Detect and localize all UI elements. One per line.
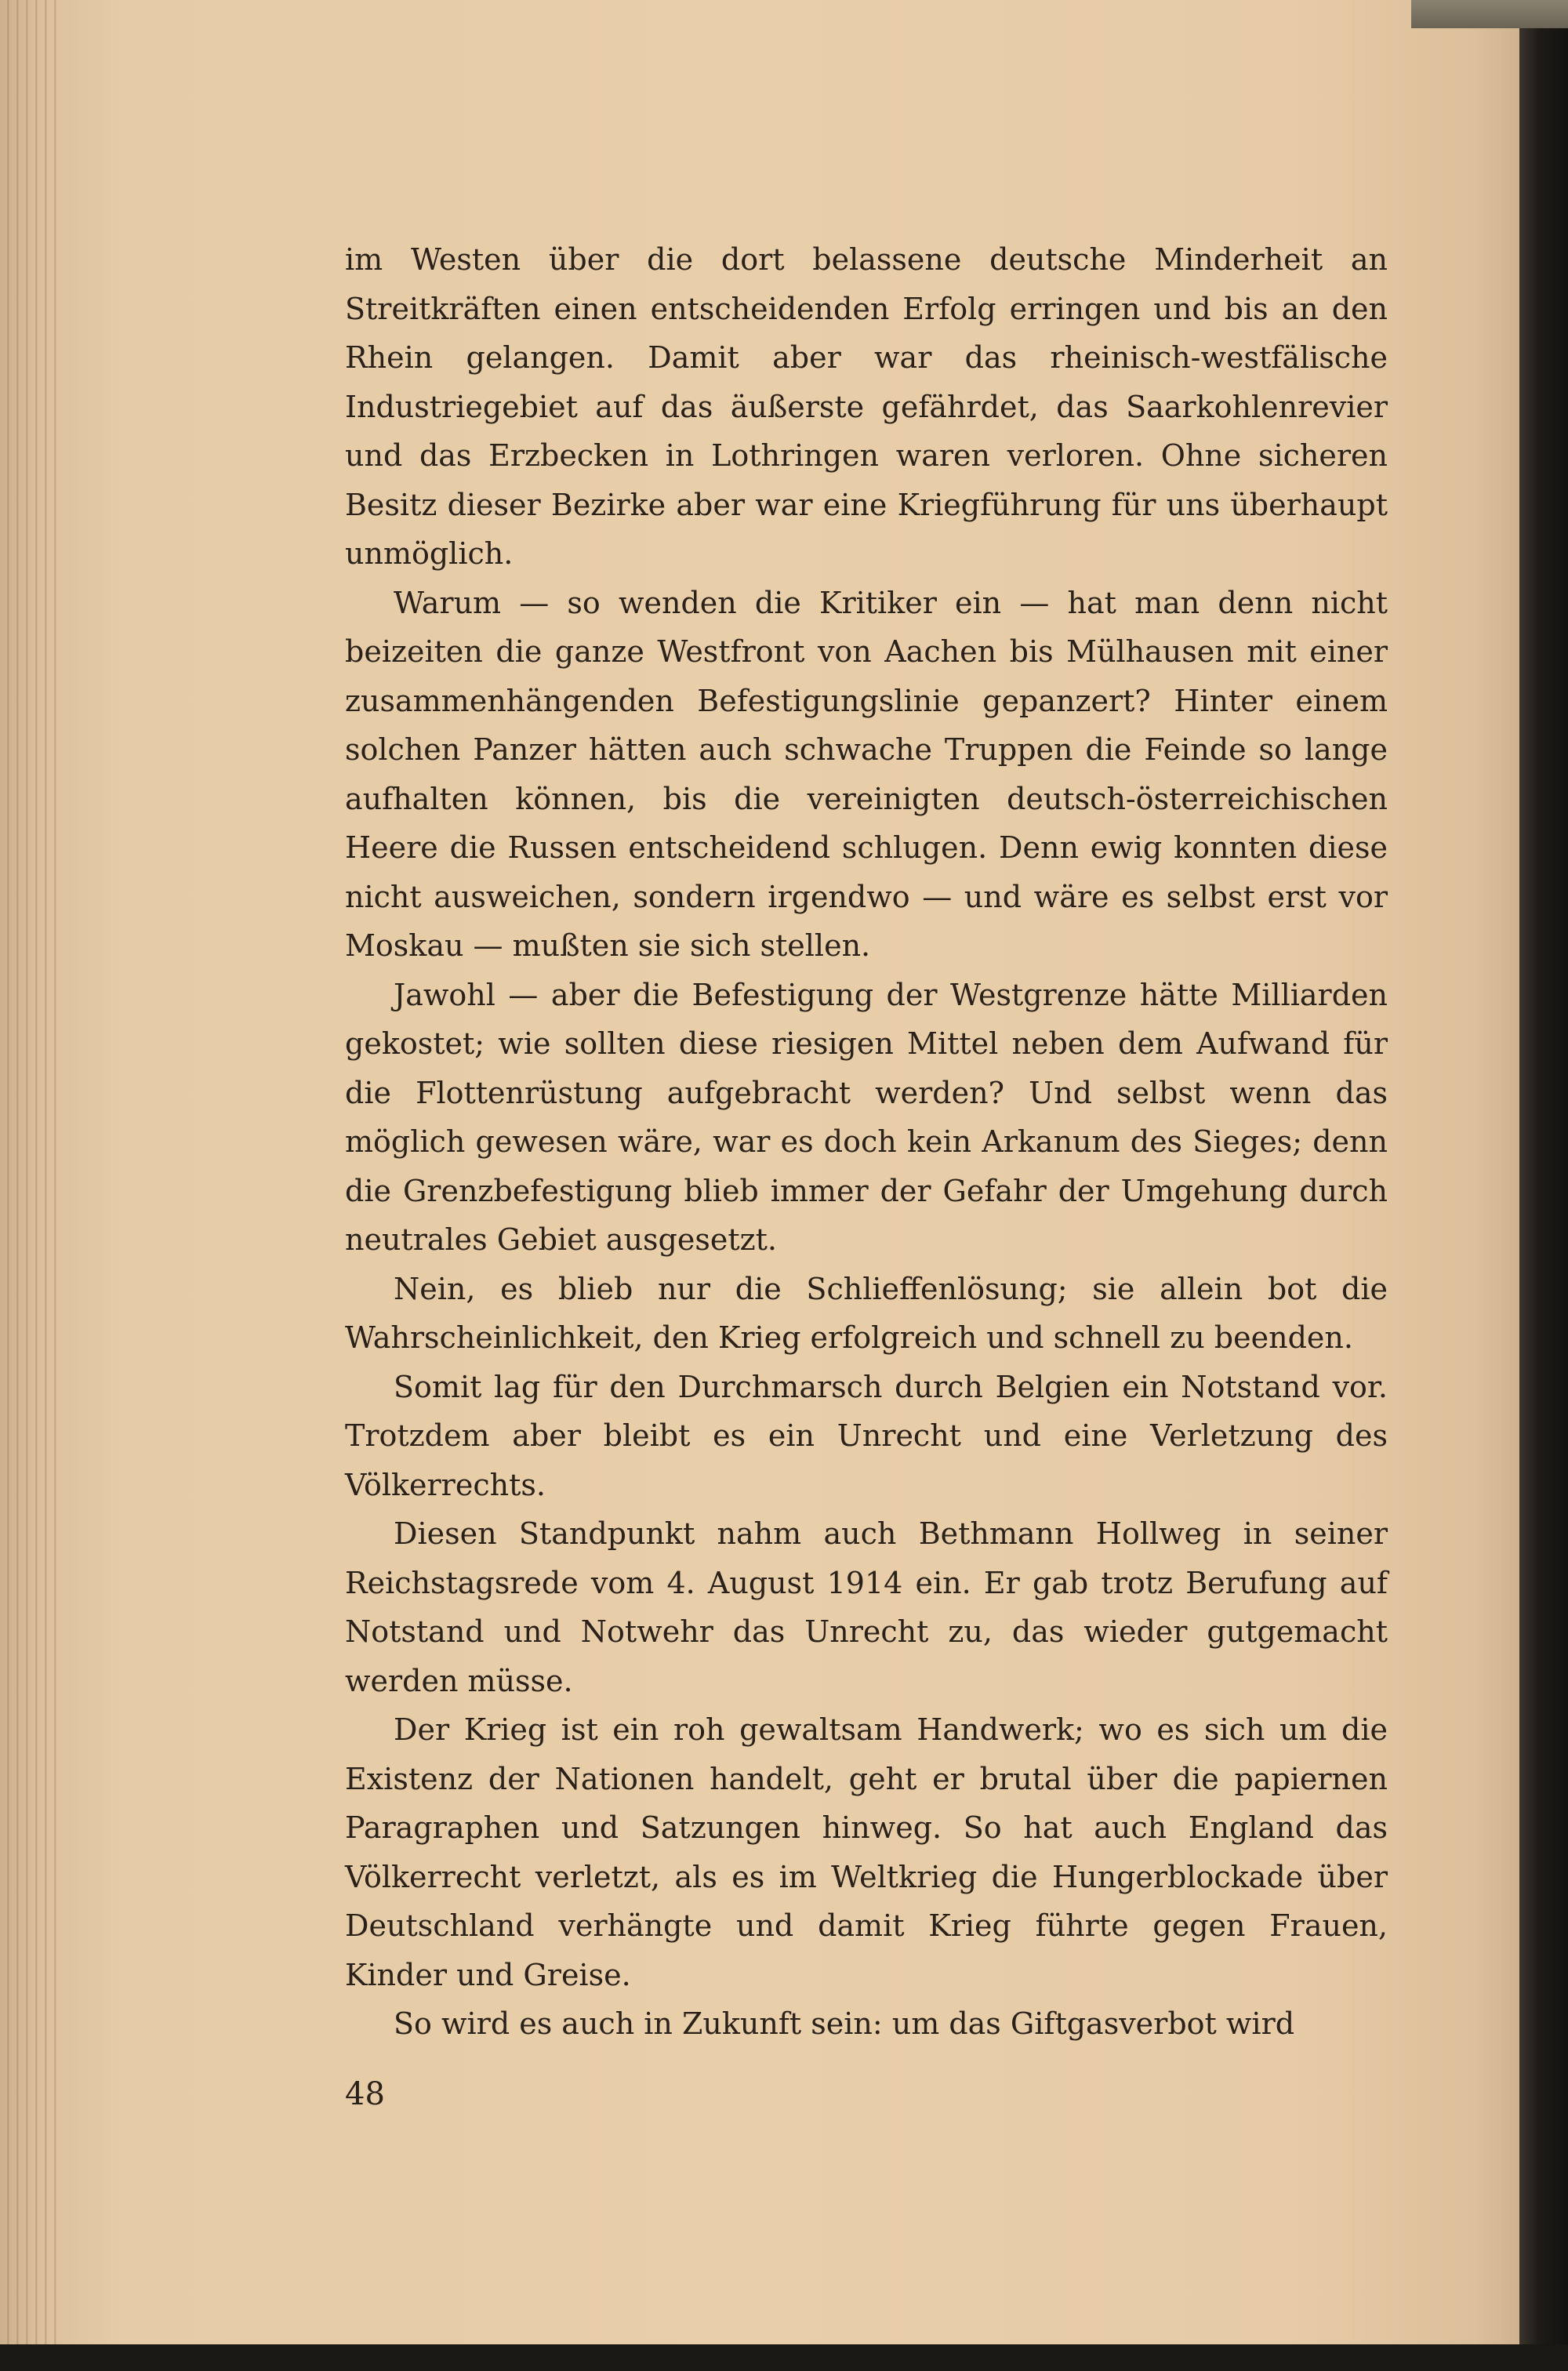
paragraph-3: Jawohl — aber die Befestigung der Westgrenze hätte Milliarden gekostet; wie sollten diese riesigen Mittel neben dem Aufwand für die Flottenrüstung aufgebracht werden? Und selbst wenn das möglich gewesen wäre, war es doch kein Arkanum des Sieges; denn die Grenzbefestigung blieb immer der Gefahr der Umgehung durch neutrales Gebiet ausgesetzt.	[345, 977, 1388, 1257]
paragraph-7: Der Krieg ist ein roh gewaltsam Handwerk; wo es sich um die Existenz der Nationen handelt, geht er brutal über die papiernen Paragraphen und Satzungen hinweg. So hat auch England das Völkerrecht verletzt, als es im Weltkrieg die Hungerblockade über Deutschland verhängte und damit Krieg führte gegen Frauen, Kinder und Greise.	[345, 1712, 1388, 1992]
page-gutter	[0, 0, 63, 2344]
book-edge-right	[1519, 0, 1568, 2371]
paragraph-8: So wird es auch in Zukunft sein: um das Giftgasverbot wird	[394, 2006, 1295, 2041]
body-text	[345, 235, 1388, 2049]
paragraph-1: im Westen über die dort belassene deutsche Minderheit an Streitkräften einen entscheidenden Erfolg erringen und bis an den Rhein gelangen. Damit aber war das rheinisch-westfälische Industriegebiet auf das äußerste gefährdet, das Saarkohlenrevier und das Erzbecken in Lothringen waren verloren. Ohne sicheren Besitz dieser Bezirke aber war eine Kriegführung für uns überhaupt unmöglich.	[345, 242, 1388, 571]
page-number: 48	[345, 2076, 385, 2112]
paragraph-5: Somit lag für den Durchmarsch durch Belgien ein Notstand vor. Trotzdem aber bleibt es ein Unrecht und eine Verletzung des Völkerrechts.	[345, 1369, 1388, 1502]
book-edge-top	[1411, 0, 1568, 28]
paragraph-4: Nein, es blieb nur die Schlieffenlösung; sie allein bot die Wahrscheinlichkeit, den Krieg erfolgreich und schnell zu beenden.	[345, 1271, 1388, 1355]
paragraph-2: Warum — so wenden die Kritiker ein — hat man denn nicht beizeiten die ganze Westfront von Aachen bis Mülhausen mit einer zusammenhängenden Befestigungslinie gepanzert? Hinter einem solchen Panzer hätten auch schwache Truppen die Feinde so lange aufhalten können, bis die vereinigten deutsch-österreichischen Heere die Russen entscheidend schlugen. Denn ewig konnten diese nicht ausweichen, sondern irgendwo — und wäre es selbst erst vor Moskau — mußten sie sich stellen.	[345, 585, 1388, 963]
paragraph-6: Diesen Standpunkt nahm auch Bethmann Hollweg in seiner Reichstagsrede vom 4. August 1914 ein. Er gab trotz Berufung auf Notstand und Notwehr das Unrecht zu, das wieder gutgemacht werden müsse.	[345, 1516, 1388, 1698]
book-edge-bottom	[0, 2344, 1568, 2371]
